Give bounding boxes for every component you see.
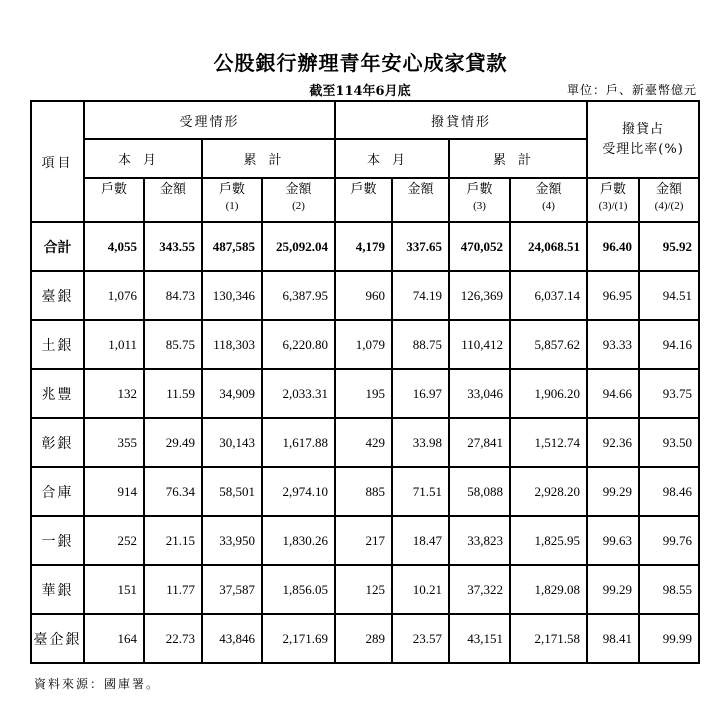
cell-acc-cum-hh: 30,143 <box>202 418 262 467</box>
cell-dis-cum-amt: 6,037.14 <box>510 271 587 320</box>
cell-acc-month-amt: 29.49 <box>144 418 202 467</box>
col-acc-month-amount <box>144 178 202 222</box>
cell-dis-cum-hh: 58,088 <box>449 467 510 516</box>
cell-ratio-amt: 94.51 <box>639 271 699 320</box>
table-row <box>31 565 699 614</box>
table-row <box>31 320 699 369</box>
document-title: 公股銀行辦理青年安心成家貸款 <box>213 51 508 75</box>
cell-acc-cum-hh: 487,585 <box>202 222 262 271</box>
col-label: 金額 <box>656 182 683 197</box>
table-row <box>31 516 699 565</box>
col-ratio-households <box>587 178 639 222</box>
source-note: 資料來源：國庫署。 <box>34 677 161 691</box>
cell-acc-month-amt: 343.55 <box>144 222 202 271</box>
cell-dis-month-hh: 125 <box>335 565 392 614</box>
cell-dis-month-hh: 289 <box>335 614 392 663</box>
col-label: 戶數 <box>350 182 377 197</box>
cell-dis-month-amt: 71.51 <box>392 467 449 516</box>
bank-name: 彰銀 <box>31 418 84 467</box>
col-acc-cum-households <box>202 178 262 222</box>
unit-label: 單位：戶、新臺幣億元 <box>566 83 697 97</box>
cell-dis-month-hh: 429 <box>335 418 392 467</box>
table-body <box>31 222 699 663</box>
table-row <box>31 369 699 418</box>
cell-ratio-hh: 94.66 <box>587 369 639 418</box>
cell-dis-month-amt: 337.65 <box>392 222 449 271</box>
cell-dis-month-amt: 10.21 <box>392 565 449 614</box>
cell-dis-month-amt: 33.98 <box>392 418 449 467</box>
cell-acc-cum-hh: 118,303 <box>202 320 262 369</box>
col-ratio-amount <box>639 178 699 222</box>
cell-ratio-amt: 99.76 <box>639 516 699 565</box>
cell-dis-cum-hh: 110,412 <box>449 320 510 369</box>
cell-ratio-amt: 98.55 <box>639 565 699 614</box>
cell-acc-month-hh: 151 <box>84 565 144 614</box>
document-subtitle: 截至114年6月底 <box>309 84 411 99</box>
cell-dis-cum-amt: 1,512.74 <box>510 418 587 467</box>
header-accepted-cumulative: 累計 <box>202 139 335 178</box>
cell-acc-cum-amt: 6,220.80 <box>262 320 335 369</box>
cell-acc-cum-amt: 2,171.69 <box>262 614 335 663</box>
col-note: (4)/(2) <box>654 200 684 212</box>
bank-name: 兆豐 <box>31 369 84 418</box>
cell-acc-cum-amt: 1,830.26 <box>262 516 335 565</box>
cell-ratio-hh: 98.41 <box>587 614 639 663</box>
cell-dis-cum-hh: 37,322 <box>449 565 510 614</box>
header-ratio <box>587 101 699 178</box>
cell-dis-cum-amt: 24,068.51 <box>510 222 587 271</box>
cell-dis-month-hh: 1,079 <box>335 320 392 369</box>
cell-acc-month-hh: 4,055 <box>84 222 144 271</box>
header-ratio-line1: 撥貸占 <box>622 121 665 137</box>
header-disbursed: 撥貸情形 <box>335 101 587 139</box>
cell-acc-month-hh: 164 <box>84 614 144 663</box>
cell-acc-cum-amt: 25,092.04 <box>262 222 335 271</box>
cell-ratio-hh: 93.33 <box>587 320 639 369</box>
cell-dis-cum-amt: 1,906.20 <box>510 369 587 418</box>
cell-acc-cum-amt: 2,974.10 <box>262 467 335 516</box>
cell-acc-cum-amt: 6,387.95 <box>262 271 335 320</box>
bank-name: 合庫 <box>31 467 84 516</box>
cell-ratio-amt: 95.92 <box>639 222 699 271</box>
cell-ratio-hh: 96.40 <box>587 222 639 271</box>
cell-dis-month-hh: 960 <box>335 271 392 320</box>
bank-name: 土銀 <box>31 320 84 369</box>
col-acc-cum-amount <box>262 178 335 222</box>
col-dis-cum-households <box>449 178 510 222</box>
cell-dis-cum-hh: 43,151 <box>449 614 510 663</box>
cell-acc-cum-hh: 34,909 <box>202 369 262 418</box>
cell-ratio-hh: 92.36 <box>587 418 639 467</box>
header-ratio-line2: 受理比率(%) <box>602 141 684 157</box>
cell-acc-cum-hh: 43,846 <box>202 614 262 663</box>
table-row <box>31 614 699 663</box>
col-label: 金額 <box>285 182 312 197</box>
col-label: 戶數 <box>466 182 493 197</box>
cell-dis-month-hh: 885 <box>335 467 392 516</box>
col-note: (3)/(1) <box>598 200 628 212</box>
cell-dis-cum-amt: 2,171.58 <box>510 614 587 663</box>
cell-acc-month-hh: 355 <box>84 418 144 467</box>
loan-table <box>30 100 700 664</box>
cell-acc-month-amt: 22.73 <box>144 614 202 663</box>
cell-dis-month-amt: 16.97 <box>392 369 449 418</box>
cell-ratio-amt: 99.99 <box>639 614 699 663</box>
cell-ratio-hh: 96.95 <box>587 271 639 320</box>
bank-name: 一銀 <box>31 516 84 565</box>
col-label: 戶數 <box>100 182 127 197</box>
cell-dis-cum-amt: 1,825.95 <box>510 516 587 565</box>
col-label: 戶數 <box>600 182 627 197</box>
col-dis-month-households <box>335 178 392 222</box>
cell-dis-cum-hh: 126,369 <box>449 271 510 320</box>
table-row <box>31 467 699 516</box>
cell-dis-month-hh: 4,179 <box>335 222 392 271</box>
table-row <box>31 418 699 467</box>
bank-name: 合計 <box>31 222 84 271</box>
cell-dis-cum-hh: 33,823 <box>449 516 510 565</box>
cell-ratio-amt: 94.16 <box>639 320 699 369</box>
header-disbursed-month: 本月 <box>335 139 449 178</box>
cell-ratio-amt: 93.75 <box>639 369 699 418</box>
cell-acc-month-hh: 132 <box>84 369 144 418</box>
bank-name: 臺企銀 <box>31 614 84 663</box>
header-accepted-month: 本月 <box>84 139 202 178</box>
header-disbursed-cumulative: 累計 <box>449 139 587 178</box>
cell-acc-cum-amt: 1,856.05 <box>262 565 335 614</box>
col-label: 金額 <box>535 182 562 197</box>
header-item: 項目 <box>31 101 84 222</box>
col-acc-month-households <box>84 178 144 222</box>
cell-ratio-hh: 99.29 <box>587 565 639 614</box>
cell-dis-cum-hh: 27,841 <box>449 418 510 467</box>
cell-dis-month-amt: 23.57 <box>392 614 449 663</box>
cell-acc-cum-hh: 37,587 <box>202 565 262 614</box>
table-row <box>31 271 699 320</box>
col-note: (1) <box>225 200 239 212</box>
cell-acc-month-hh: 1,011 <box>84 320 144 369</box>
cell-ratio-amt: 98.46 <box>639 467 699 516</box>
cell-dis-cum-amt: 2,928.20 <box>510 467 587 516</box>
col-label: 金額 <box>159 182 186 197</box>
cell-acc-month-hh: 914 <box>84 467 144 516</box>
cell-dis-cum-amt: 5,857.62 <box>510 320 587 369</box>
cell-acc-month-amt: 11.59 <box>144 369 202 418</box>
cell-acc-month-hh: 1,076 <box>84 271 144 320</box>
cell-dis-cum-amt: 1,829.08 <box>510 565 587 614</box>
cell-acc-cum-hh: 33,950 <box>202 516 262 565</box>
cell-dis-month-amt: 88.75 <box>392 320 449 369</box>
cell-acc-month-amt: 84.73 <box>144 271 202 320</box>
cell-ratio-amt: 93.50 <box>639 418 699 467</box>
cell-acc-month-amt: 21.15 <box>144 516 202 565</box>
col-label: 金額 <box>407 182 434 197</box>
col-note: (3) <box>473 200 486 212</box>
table-row-total <box>31 222 699 271</box>
cell-dis-cum-hh: 470,052 <box>449 222 510 271</box>
cell-acc-month-amt: 85.75 <box>144 320 202 369</box>
col-dis-month-amount <box>392 178 449 222</box>
cell-acc-cum-hh: 58,501 <box>202 467 262 516</box>
cell-ratio-hh: 99.29 <box>587 467 639 516</box>
cell-dis-month-amt: 74.19 <box>392 271 449 320</box>
cell-acc-month-amt: 76.34 <box>144 467 202 516</box>
col-dis-cum-amount <box>510 178 587 222</box>
bank-name: 臺銀 <box>31 271 84 320</box>
col-label: 戶數 <box>218 182 245 197</box>
bank-name: 華銀 <box>31 565 84 614</box>
cell-dis-month-amt: 18.47 <box>392 516 449 565</box>
cell-acc-cum-hh: 130,346 <box>202 271 262 320</box>
cell-dis-month-hh: 195 <box>335 369 392 418</box>
col-note: (2) <box>292 200 305 212</box>
cell-acc-month-hh: 252 <box>84 516 144 565</box>
cell-dis-month-hh: 217 <box>335 516 392 565</box>
header-accepted: 受理情形 <box>84 101 335 139</box>
cell-dis-cum-hh: 33,046 <box>449 369 510 418</box>
col-note: (4) <box>542 200 555 212</box>
cell-acc-month-amt: 11.77 <box>144 565 202 614</box>
cell-ratio-hh: 99.63 <box>587 516 639 565</box>
cell-acc-cum-amt: 1,617.88 <box>262 418 335 467</box>
cell-acc-cum-amt: 2,033.31 <box>262 369 335 418</box>
